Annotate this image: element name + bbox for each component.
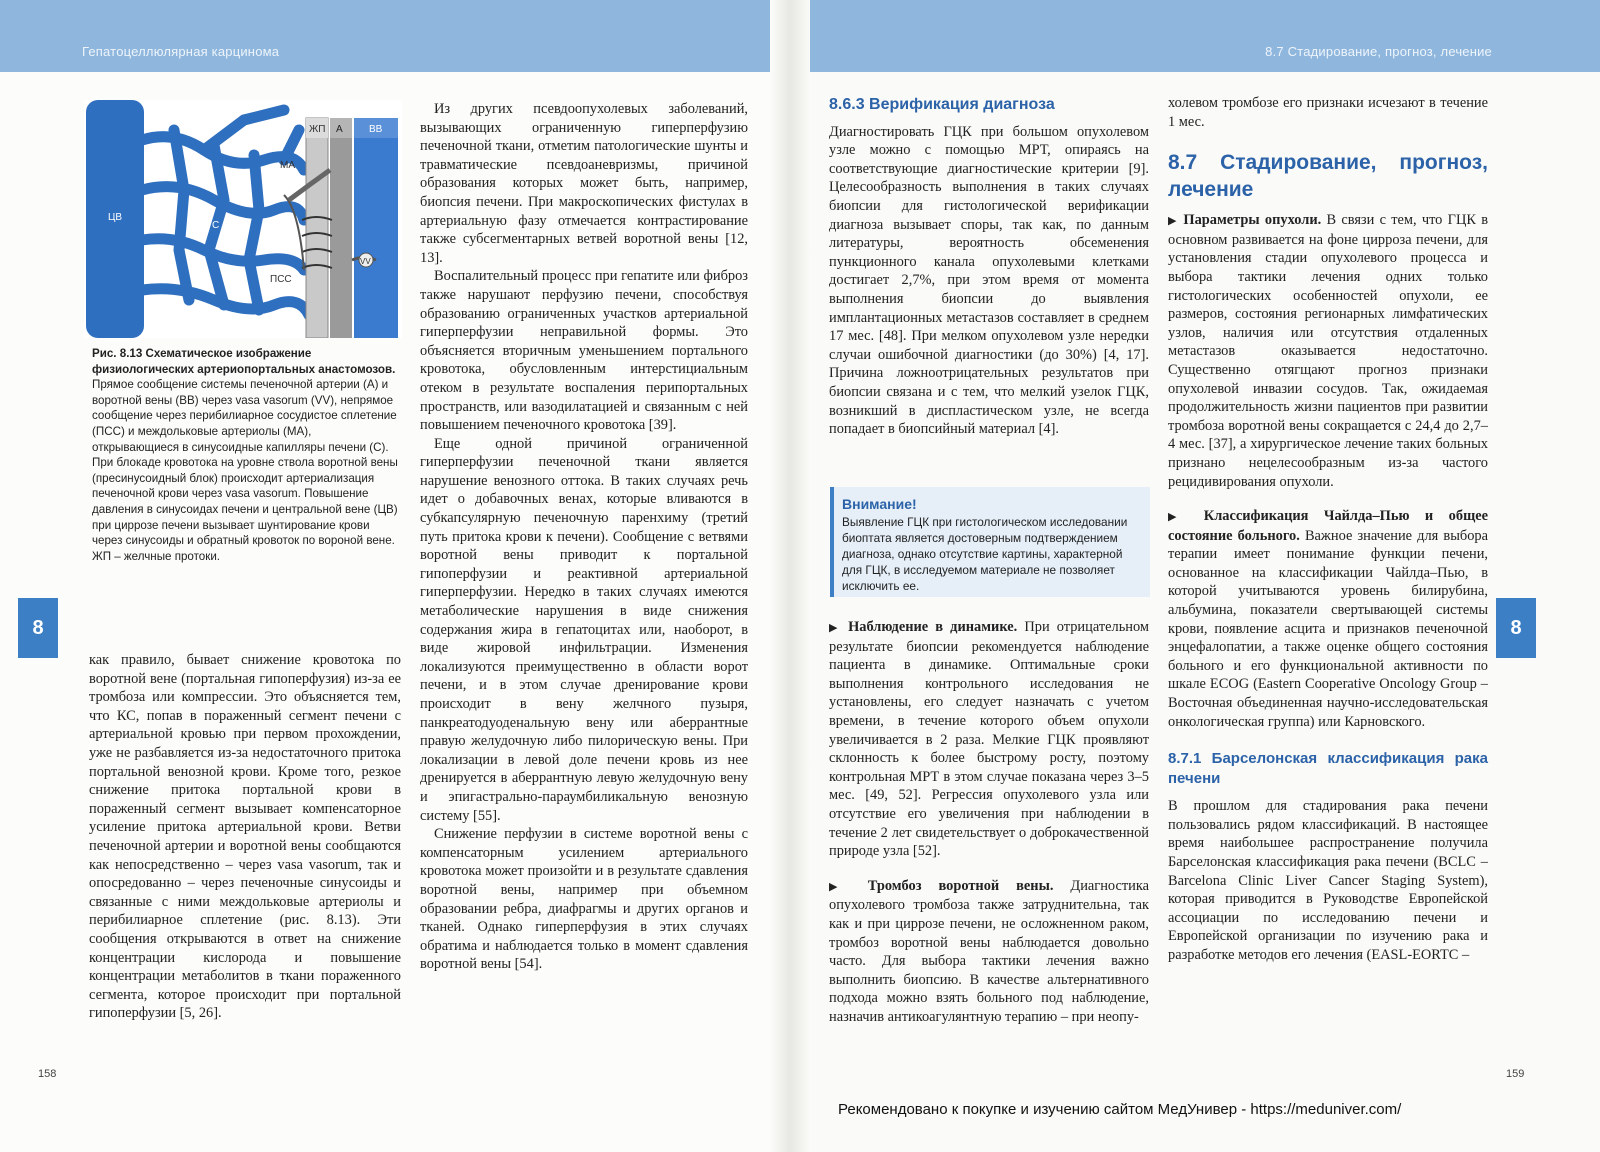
observation-body: При отрицательном результате биопсии рекомендуется наблюдение пациента в динамике. Оптимальные сроки выполнения контрольного исследования не установлены, его следует назначать с учетом времени, в течение которого объем опухоли увеличивается в 2 раза. Мелкие ГЦК проявляют склонность к более быстрому росту, поэтому контрольная МРТ в этом случае показана через 3–5 мес. [49, 52]. Регрессия опухолевого узла или отсутствие его увеличения при наблюдении в течение 2 лет свидетельствует о доброкачественной природе узла [52]. (829, 619, 1149, 860)
verification-paragraph: Диагностировать ГЦК при большом опухолевом узле можно с помощью МРТ, опираясь на соответствующие диагностические критерии [9]. Целесообразность выполнения в таких случаях биопсии для гистологической верификации диагноза вызывает споры, так как, по данным литературы, вероятность обсеменения пункционного канала опухолевыми клетками достигает 2,7%, при этом время от момента выполнения биопсии до выявления имплантационных метастазов составляет в среднем 17 мес. [48]. При мелком опухолевом узле нередки случаи ошибочной диагностики (до 30%) [4, 17]. Причина ложноотрицательных результатов при биопсии связана и с тем, что мелкий узелок ГЦК, возникший в диспластическом узле, не всегда попадает в биопсийный материал [4]. (829, 123, 1149, 438)
tumor-params-head: Параметры опухоли. (1183, 212, 1322, 229)
left-header-band (0, 0, 790, 72)
attention-box (830, 487, 1150, 597)
figure-8-13-diagram (84, 100, 402, 338)
label-a: А (336, 124, 343, 135)
right-column-1-lower (829, 618, 1149, 1026)
left-column-2 (420, 100, 748, 974)
section-8-7-1-title: 8.7.1 Барселонская классификация рака печени (1168, 750, 1488, 788)
triangle-bullet-icon: ▶ (1168, 511, 1189, 524)
left-col2-paragraph-3: Еще одной причиной ограниченной гиперперфузии печеночной ткани является нарушение венозного оттока. В таких случаях речь идет о добавочных венах, которые вливаются в субкапсулярную печеночную паренхиму (третий путь притока крови к печени). Сообщение с ветвями воротной вены приводит к портальной гипоперфузии и реактивной артериальной гиперперфузии. Нередко в таких случаях имеются метаболические нарушения в виде снижения содержания жира в гепатоцитах или, наоборот, в виде жировой инфильтрации. Изменения локализуются преимущественно в области ворот печени, и в этом случае дренирование крови происходит в вену желчного пузыря, панкреатодуоденальную вену или аберрантные правую желудочную либо пилорическую вены. При локализации в левой доле печени кровь из нее дренируется в аберрантную левую желудочную вену и эпигастрально-параумбиликальную венозную систему [55]. (420, 435, 748, 824)
figure-caption-body: Прямое сообщение системы печеночной артерии (А) и воротной вены (ВВ) через vasa vasorum (VV), непрямое сообщение через перибилиарное сосудистое сплетение (ПСС) и междольковые артериолы (МА), открывающиеся в синусоидные капилляры печени (С). При блокаде кровотока на уровне ствола воротной вены (пресинусоидный блок) происходит артериализация печеночной крови через vasa vasorum. Повышение давления в синусоидах печени и центральной вене (ЦВ) при циррозе печени вызывает шунтирование крови через синусоиды и обратный кровоток по вороной вене. ЖП – желчные протоки. (92, 378, 398, 563)
tumor-params-body: В связи с тем, что ГЦК в основном развивается на фоне цирроза печени, для установления стадии опухолевого процесса и выбора тактики лечения одних только гистологических особенностей опухоли, ее размеров, состояния регионарных лимфатических узлов, наличия или отсутствия отдаленных метастазов оказывается недостаточно. Существенно отягщают прогноз признаки опухолевой инвазии сосудов. Так, ожидаемая продолжительность жизни пациентов при развитии тромбоза воротной вены сокращается с 24,4 до 2,7–4 мес. [37], а хирургическое лечение таких больных признано нецелесообразным из-за частого рецидивирования опухоли. (1168, 212, 1488, 490)
left-page (0, 0, 790, 1152)
thrombosis-paragraph (829, 877, 1149, 1027)
label-zhp: ЖП (309, 124, 326, 135)
barcelona-paragraph: В прошлом для стадирования рака печени пользовались рядом классификаций. В настоящее время наибольшее распространение получила Барселонская классификация рака печени (BCLC – Barcelona Clinic Liver Cancer Staging System), которая приводится в Руководстве Европейской ассоциации по исследованию печени и Европейской организации по изучению рака и разработке методов его лечения (EASL-EORTC – (1168, 798, 1488, 963)
thrombosis-body: Диагностика опухолевого тромбоза также затруднительна, так как и при циррозе печени, не осложненном раком, тромбоз воротной вены наблюдается довольно часто. Для выбора тактики лечения важно выполнить биопсию. В качестве альтернативного подхода можно взять больного под наблюдение, назначив антикоагулянтную терапию – при неопу- (829, 877, 1149, 1025)
attention-body: Выявление ГЦК при гистологическом исследовании биоптата является достоверным подтверждением диагноза, однако отсутствие картины, характерной для ГЦК, в исследуемом материале не позволяет исключить ее. (842, 515, 1128, 593)
left-col2-paragraph-2: Воспалительный процесс при гепатите или фиброз также нарушают перфузию печени, способствуя образованию ограниченных участков артериальной гиперперфузии неправильной формы. Это объясняется вторичным уменьшением портального кровотока, обусловленным интерстициальным отеком в результате воспаления перипортальных пространств, или вазодилатацией и связанным с ней повышением печеночного кровотока [39]. (420, 268, 748, 434)
right-page-number: 159 (1506, 1068, 1525, 1080)
section-8-7-title: 8.7 Стадирование, прогноз, лечение (1168, 151, 1488, 202)
right-column-2 (1168, 94, 1488, 965)
continuation-paragraph: холевом тромбозе его признаки исчезают в течение 1 мес. (1168, 95, 1488, 130)
observation-paragraph (829, 618, 1149, 861)
child-pugh-head: Классификация Чайлда–Пью и общее состояние больного. (1168, 508, 1488, 544)
triangle-bullet-icon: ▶ (1168, 215, 1179, 228)
figure-caption (92, 346, 398, 564)
observation-head: Наблюдение в динамике. (848, 619, 1018, 635)
left-chapter-tab: 8 (18, 598, 58, 658)
left-page-number: 158 (38, 1068, 57, 1080)
left-col2-paragraph-1: Из других псевдоопухолевых заболеваний, вызывающих ограниченную гиперперфузию печеночной ткани, отметим патологические шунты и травматические псевдоаневризмы, причиной образования которых может быть, например, биопсия печени. При макроскопических фистулах в артериальную фазу отмечается контрастирование также субсегментарных ветвей воротной вены [12, 13]. (420, 101, 748, 266)
artery-shape (330, 118, 352, 338)
label-ma: МА (280, 160, 295, 171)
attention-title: Внимание! (842, 496, 917, 512)
left-col2-paragraph-4: Снижение перфузии в системе воротной вены с компенсаторным усилением артериального кровотока может произойти и в результате сдавления воротной вены, например при объемном образовании ребра, диафрагмы и других органов и тканей. Однако гиперперфузия в этих случаях обратима и наблюдается только в момент сдавления воротной вены [54]. (420, 826, 748, 973)
bile-duct-shape (306, 118, 328, 338)
figure-caption-title: Рис. 8.13 Схематическое изображение физиологических артериопортальных анастомозов. (92, 347, 396, 376)
footer-recommendation: Рекомендовано к покупке и изучению сайтом МедУнивер - https://meduniver.com/ (838, 1101, 1402, 1118)
triangle-bullet-icon: ▶ (829, 622, 841, 634)
label-vv: ВВ (369, 124, 383, 135)
section-8-6-3-title: 8.6.3 Верификация диагноза (829, 96, 1055, 113)
right-column-1 (829, 96, 1149, 439)
tumor-params-paragraph (1168, 211, 1488, 491)
child-pugh-body: Важное значение для выбора терапии имеет понимание функции печени, основанное на классификации Чайлда–Пью, в которой учитываются уровень билирубина, альбумина, показатели свертывающей системы крови, появление асцита и признаков печеночной энцефалопатии, а также оценке общего состояния больного и его функциональной активности по шкале ECOG (Eastern Cooperative Oncology Group – Восточная объединенная научно-исследовательская онкологическая группа) или Карновского. (1168, 527, 1488, 730)
right-running-head: 8.7 Стадирование, прогноз, лечение (1265, 44, 1492, 59)
right-chapter-tab: 8 (1496, 598, 1536, 658)
label-c: С (212, 220, 220, 231)
triangle-bullet-icon: ▶ (829, 880, 851, 893)
portal-vein-shape (354, 118, 398, 338)
child-pugh-paragraph (1168, 507, 1488, 731)
left-col1-paragraph: как правило, бывает снижение кровотока по воротной вене (портальная гипоперфузия) из-за ее тромбоза или компрессии. Это объясняется тем, что КС, попав в пораженный сегмент печени с артериальной кровью при первом прохождении, уже не разбавляется из-за недостаточного притока портальной венозной крови. Кроме того, резкое снижение притока портальной крови в пораженный сегмент вызывает компенсаторное усиление притока артериальной крови. Ветви печеночной артерии и воротной вены сообщаются как непосредственно – через vasa vasorum, так и опосредованно – через печеночные синусоиды и связанные с ними междольковые артериолы и перибилиарное сплетение (рис. 8.13). Эти сообщения открываются в ответ на снижение концентрации кислорода и повышение концентрации метаболитов в ткани пораженного сегмента, которое происходит при портальной гипоперфузии [5, 26]. (89, 652, 401, 1022)
left-running-head: Гепатоцеллюлярная карцинома (82, 44, 280, 59)
thrombosis-head: Тромбоз воротной вены. (867, 877, 1054, 894)
label-vv2: VV (360, 257, 371, 266)
book-gutter (770, 0, 810, 1152)
label-pss: ПСС (270, 274, 292, 285)
left-column-1 (89, 651, 401, 1023)
right-header-band (790, 0, 1600, 72)
label-tsv: ЦВ (108, 212, 123, 223)
